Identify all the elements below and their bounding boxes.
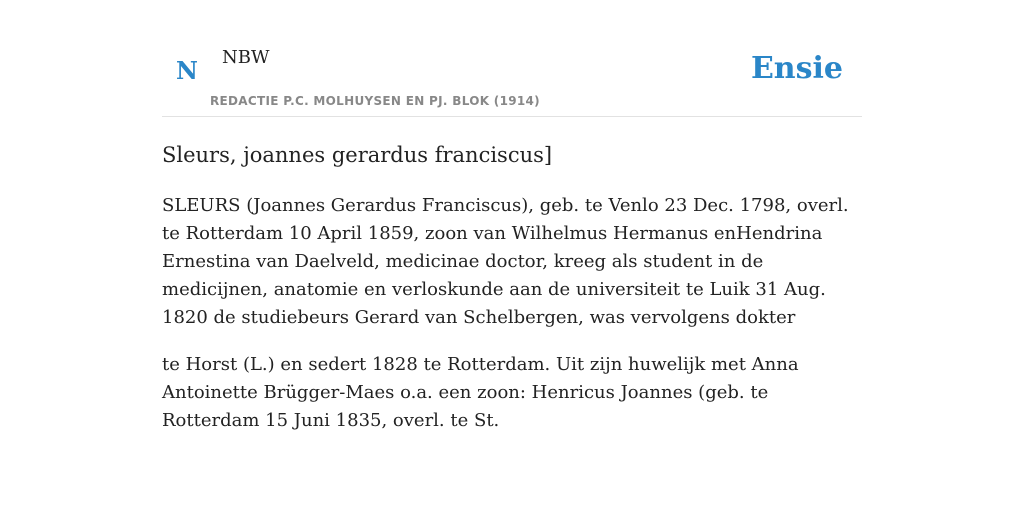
- source-name[interactable]: NBW: [222, 47, 270, 68]
- nbw-logo-letter[interactable]: N: [176, 56, 198, 85]
- article-paragraph: te Horst (L.) en sedert 1828 te Rotterdam. Uit zijn huwelijk met Anna Antoinette Brügger-Maes o.a. een zoon: Henricus Joannes (geb. te Rotterdam 15 Juni 1835, overl. te St.: [162, 354, 799, 431]
- article-body: [162, 192, 862, 454]
- site-header: [162, 0, 862, 117]
- source-editors: REDACTIE P.C. MOLHUYSEN EN PJ. BLOK (1914): [210, 94, 540, 108]
- article-paragraph: SLEURS (Joannes Gerardus Franciscus), geb. te Venlo 23 Dec. 1798, overl. te Rotterdam 10 April 1859, zoon van Wilhelmus Hermanus enHendrina Ernestina van Daelveld, medicinae doctor, kreeg als student in de medicijnen, anatomie en verloskunde aan de universiteit te Luik 31 Aug. 1820 de studiebeurs Gerard van Schelbergen, was vervolgens dokter: [162, 195, 849, 328]
- article-title: Sleurs, joannes gerardus franciscus]: [162, 143, 553, 167]
- ensie-logo-link[interactable]: Ensie: [750, 51, 843, 86]
